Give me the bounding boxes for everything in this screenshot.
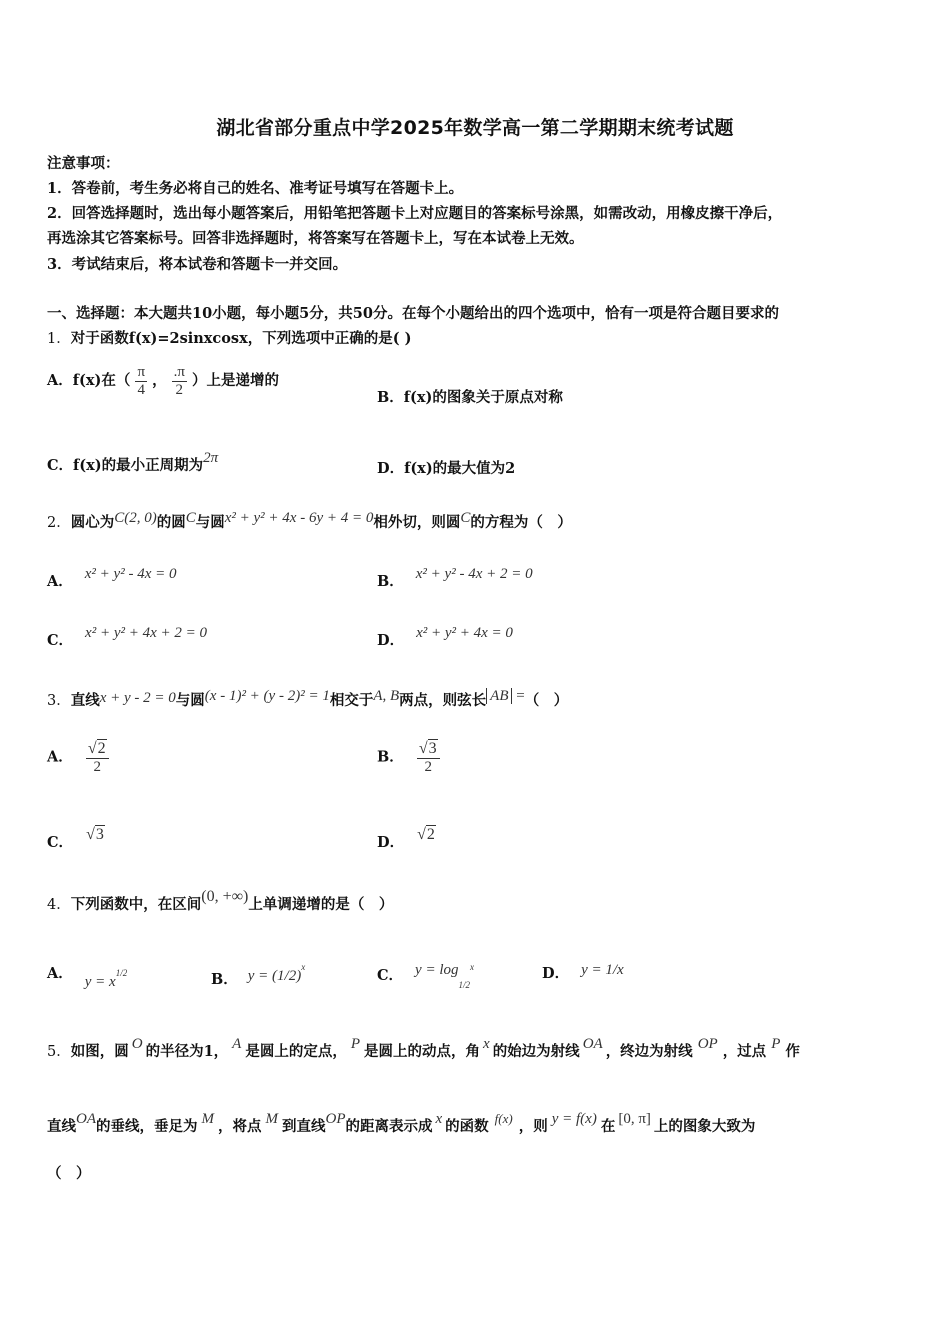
numerator [417,740,440,759]
question-text: 圆心为 [70,514,115,531]
question-text: 直线 [70,692,100,709]
math-expression: M [201,1111,214,1127]
question-2-stem [47,510,572,532]
question-text: 到直线 [282,1118,326,1135]
question-3-stem [47,688,568,710]
math-expression: (0, +∞) [201,888,249,905]
option-label: A． [47,748,73,766]
option-label: D． [542,965,570,982]
question-text: 与圆 [195,514,225,531]
math-expression: (x - 1)² + (y - 2)² = 1 [204,688,330,704]
math-expression: 2π [203,450,219,466]
math-expression: AB [486,688,512,704]
radicand: 2 [97,740,106,757]
fraction [135,364,147,398]
q3-option-d [377,826,436,852]
question-text: 的距离表示成 [345,1118,433,1135]
denominator: 2 [175,381,184,398]
question-5-line-1 [47,1036,800,1061]
question-text: 下列函数中，在区间 [70,896,202,913]
sqrt: √3 [86,826,104,843]
fraction [417,740,440,775]
numerator: .π [173,364,185,380]
q3-option-a [47,740,109,775]
math-expression: y = log [415,962,459,978]
sqrt: √2 [87,740,106,757]
math-expression: C [460,510,471,526]
q4-option-c [377,962,474,990]
question-text: 的始边为射线 [492,1043,580,1060]
notice-heading: 注意事项： [47,155,120,172]
option-label: A． [47,965,73,982]
question-text: 相交于 [329,692,374,709]
question-number: 5． [47,1044,71,1060]
math-expression: y = f(x) [551,1111,597,1127]
math-expression: x² + y² + 4x = 0 [416,625,513,641]
option-label: B． [211,971,238,988]
q4-option-d [542,962,624,983]
question-number: 3． [47,693,71,709]
denominator: 2 [93,758,101,775]
question-text: ，则 [518,1118,548,1135]
math-expression: x² + y² + 4x - 6y + 4 = 0 [224,510,374,526]
fraction [172,364,187,398]
question-number: 1． [47,331,71,347]
question-text: 如图，圆 [70,1043,129,1060]
math-expression: M [265,1111,278,1127]
option-text: f(x)的最大值为2 [404,460,516,477]
option-label: C． [47,834,74,851]
math-expression: [0, π] [618,1111,651,1127]
notice-item: 再选涂其它答案标号。回答非选择题时，将答案写在答题卡上，写在本试卷上无效。 [47,230,584,247]
question-text: 是圆上的定点， [245,1043,347,1060]
option-label: C． [47,632,74,649]
option-label: C． [47,457,74,474]
q1-option-c [47,450,218,475]
question-4-stem [47,888,393,914]
question-text: ，终边为射线 [605,1043,693,1060]
q4-option-a [47,962,127,991]
q2-option-a [47,566,176,591]
sqrt: √2 [417,826,435,843]
exponent: x [301,962,306,972]
notice-item: 1．答卷前，考生务必将自己的姓名、准考证号填写在答题卡上。 [47,180,464,197]
sqrt: √3 [418,740,437,757]
math-expression: x [483,1036,490,1052]
option-label: D． [377,460,405,477]
question-text: ，将点 [218,1118,262,1135]
question-text: 对于函数f(x)=2sinxcosx，下列选项中正确的是( ) [70,330,412,347]
log-base: 1/2 [458,980,471,990]
option-text: f(x)的最小正周期为 [73,457,204,474]
numerator [86,740,109,759]
question-text: 的函数 [445,1118,489,1135]
section-heading: 一、选择题：本大题共10小题，每小题5分，共50分。在每个小题给出的四个选项中，恰有一项是符合题目要求的 [47,305,779,322]
question-number: 2． [47,515,71,531]
math-expression: OA [582,1036,603,1052]
question-text: 直线 [47,1118,76,1135]
q1-option-a [47,364,279,398]
question-text: 的垂线，垂足为 [96,1118,198,1135]
math-expression: OP [325,1111,346,1127]
question-5-line-3: （ ） [47,1165,91,1182]
radicand: 3 [428,740,437,757]
math-expression: x + y - 2 = 0 [99,690,176,706]
question-5-line-2 [47,1111,755,1136]
math-expression: A, B [373,688,400,704]
math-expression: C(2, 0) [114,510,157,526]
math-expression: P [350,1036,361,1052]
question-text: 的半径为1， [145,1043,229,1060]
notice-item: 3．考试结束后，将本试卷和答题卡一并交回。 [47,256,348,273]
question-text: 两点，则弦长 [399,692,487,709]
math-expression: P [771,1036,781,1052]
notice-item: 2．回答选择题时，选出每小题答案后，用铅笔把答题卡上对应题目的答案标号涂黑，如需改动，用橡皮擦干净后， [47,205,783,222]
question-text: 上的图象大致为 [653,1118,756,1135]
option-label: A． [47,372,73,389]
option-label: C． [377,967,404,984]
q1-option-d [377,457,515,478]
option-text: f(x)在（ [72,372,131,389]
question-text: 在 [600,1118,616,1135]
math-expression: f(x) [494,1111,513,1126]
denominator: 2 [424,758,432,775]
question-number: 4． [47,897,71,913]
question-text: 与圆 [175,692,205,709]
math-expression: x² + y² + 4x + 2 = 0 [85,625,208,641]
q4-option-b [211,962,305,989]
math-expression: = [512,688,525,704]
option-label: B． [377,748,404,766]
question-text: ，过点 [722,1043,767,1060]
math-expression: C [185,510,196,526]
radicand: 2 [426,826,435,843]
option-text: f(x)的图象关于原点对称 [403,389,563,406]
option-label: B． [377,389,404,406]
log-argument: x [470,962,475,972]
q1-option-b [377,386,563,407]
question-1-stem [47,327,412,348]
question-text: 上单调递增的是（ ） [248,896,394,913]
numerator: π [137,364,146,380]
q3-option-c [47,826,105,852]
exponent: 1/2 [115,968,128,978]
option-text: ）上是递增的 [192,372,280,389]
q2-option-c [47,625,207,650]
option-label: D． [377,834,405,851]
question-text: 的圆 [156,514,186,531]
q2-option-d [377,625,513,650]
question-text: 相外切，则圆 [373,514,461,531]
math-expression: x² + y² - 4x = 0 [84,566,177,582]
math-expression: x² + y² - 4x + 2 = 0 [415,566,533,582]
q3-option-b [377,740,440,775]
math-expression: y = x [84,974,116,990]
math-expression: O [131,1036,143,1052]
math-expression: OP [697,1036,718,1052]
radicand: 3 [95,826,104,843]
question-text: （ ） [524,692,569,709]
fraction [86,740,109,775]
question-text: 作 [785,1043,800,1060]
question-text: 是圆上的动点，角 [364,1043,481,1060]
math-expression: y = (1/2) [247,968,302,984]
math-expression: A [232,1036,242,1052]
question-text: 的方程为（ ） [470,514,572,531]
math-expression: x [435,1111,443,1127]
math-expression: y = 1/x [581,962,624,978]
page-title: 湖北省部分重点中学2025年数学高一第二学期期末统考试题 [216,117,734,139]
option-label: D． [377,632,405,649]
math-expression: OA [76,1111,96,1127]
q2-option-b [377,566,533,591]
option-text: ， [152,372,167,389]
option-label: B． [377,573,404,590]
denominator: 4 [137,381,145,398]
option-label: A． [47,573,73,590]
